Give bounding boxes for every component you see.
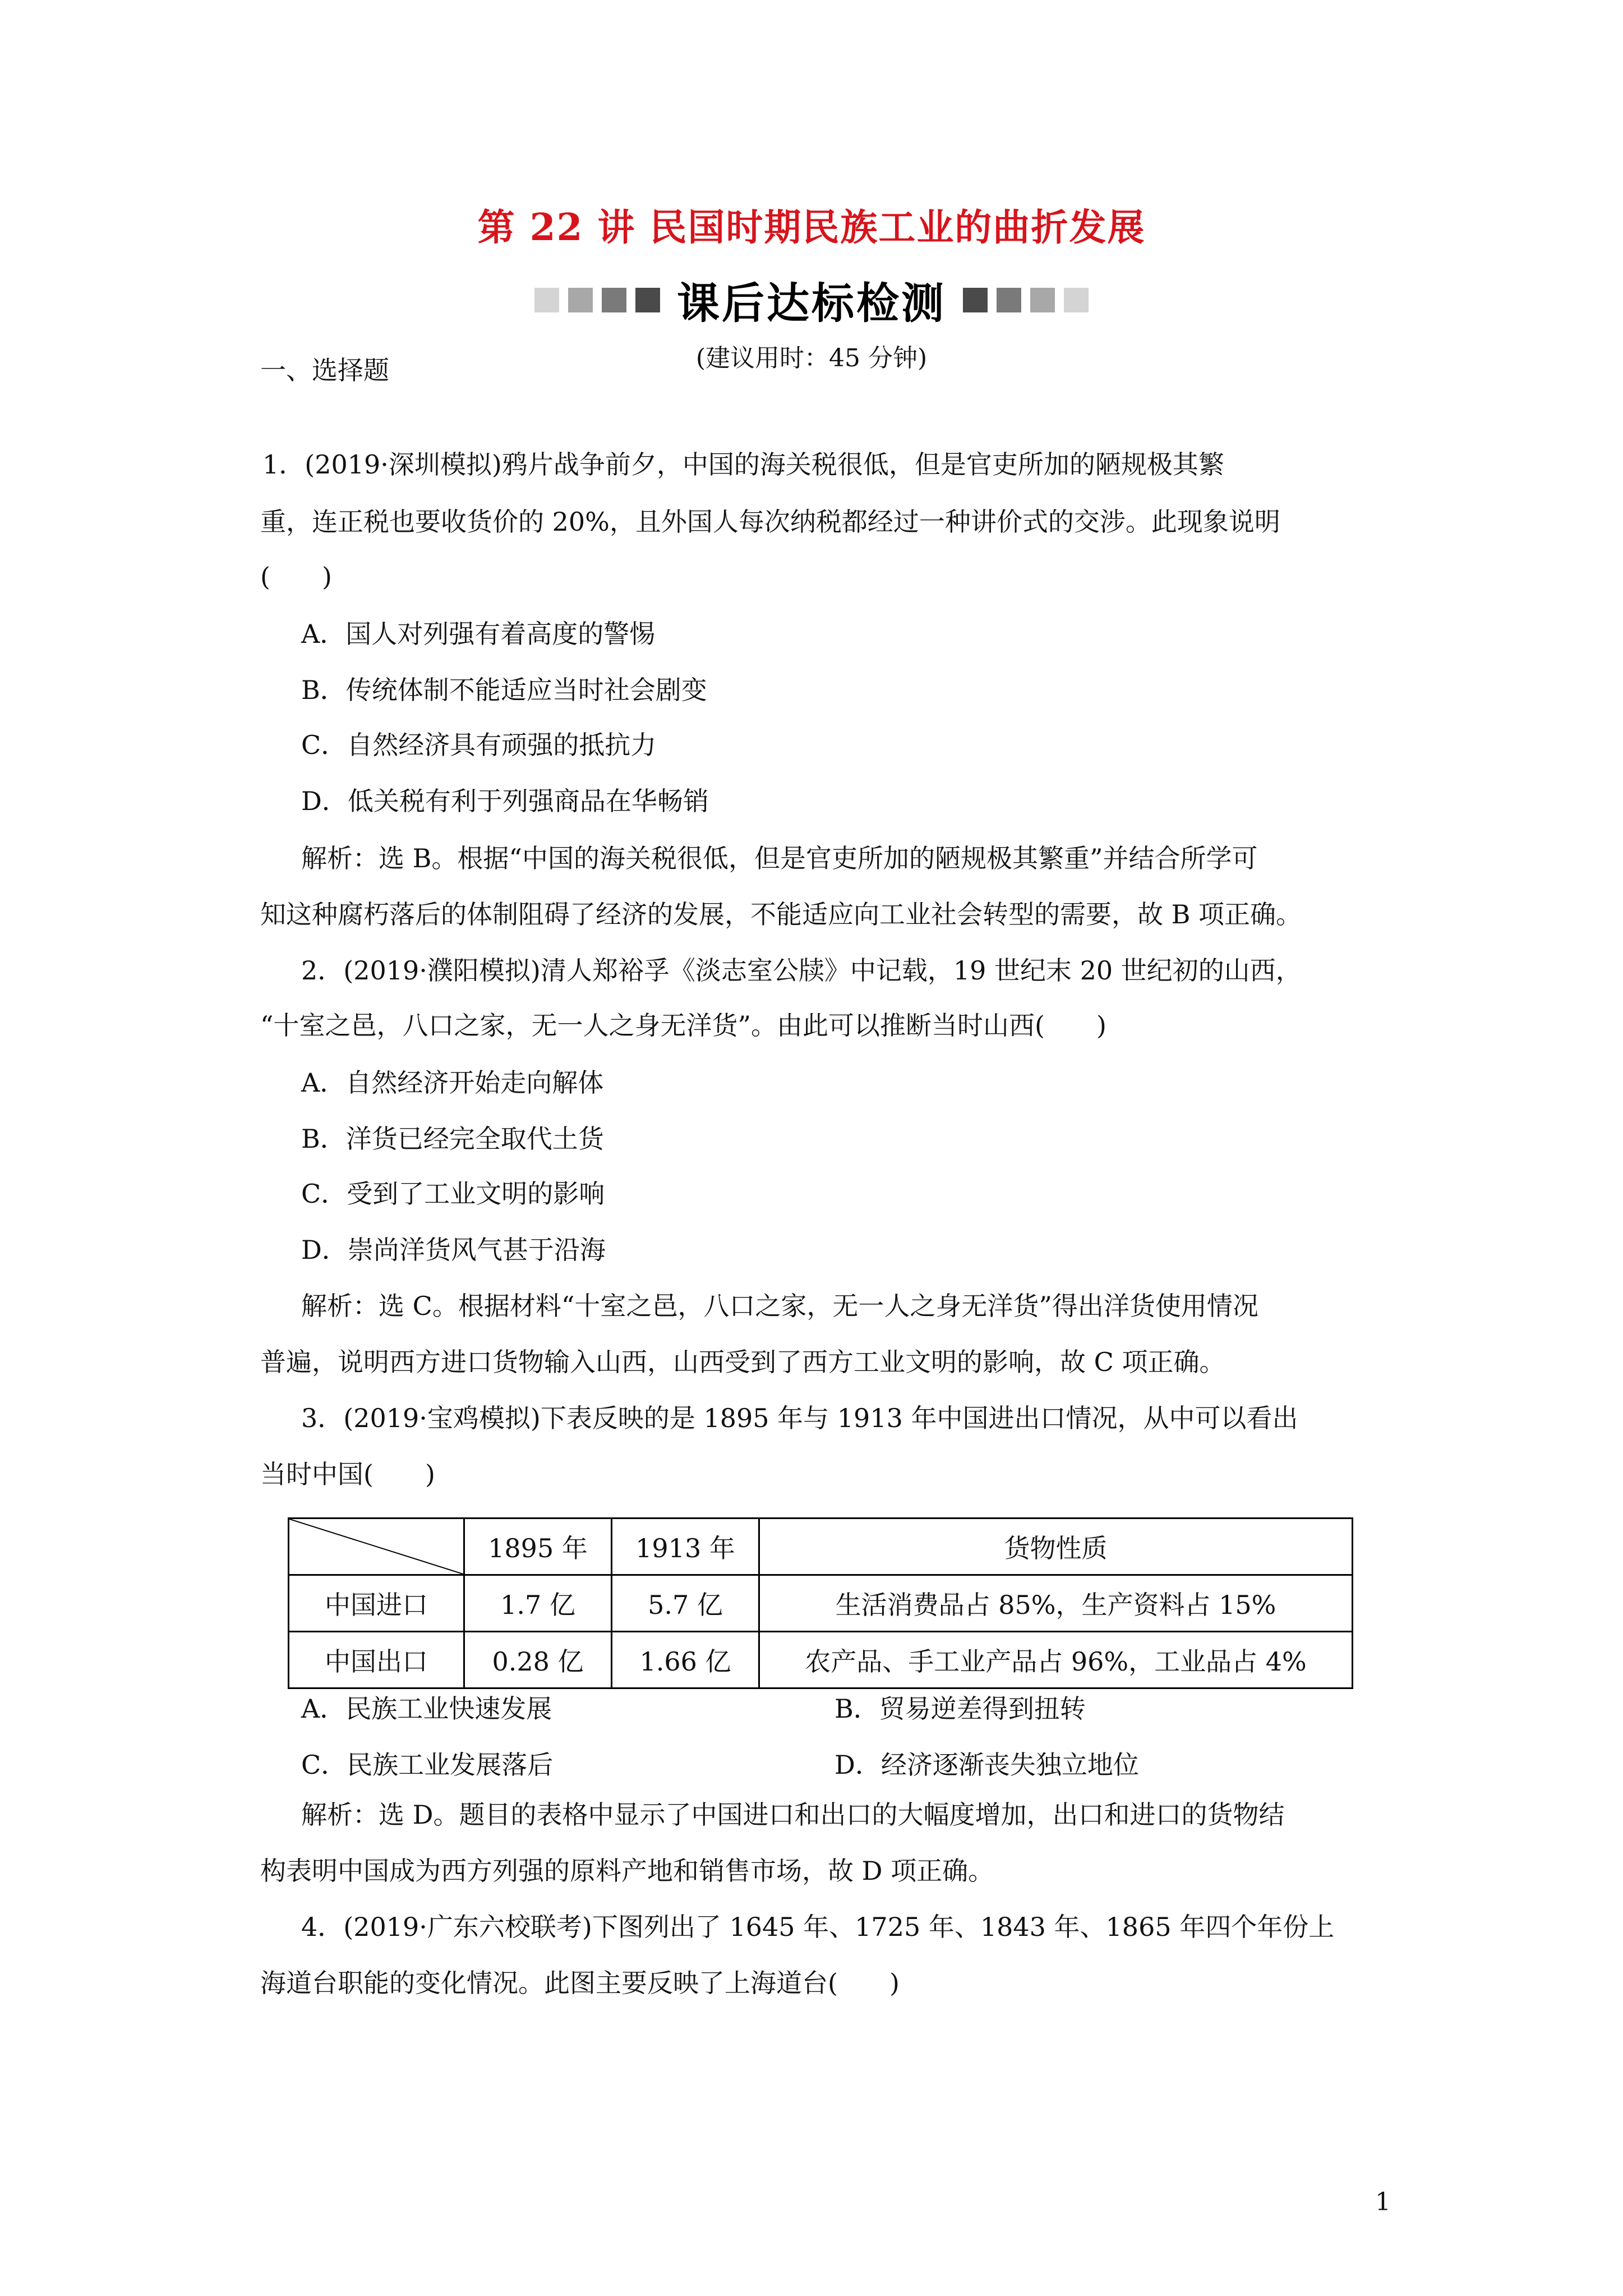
table-header-row	[289, 1519, 1353, 1575]
question-line: 当时中国( )	[260, 1459, 435, 1489]
question-line: 3．(2019·宝鸡模拟)下表反映的是 1895 年与 1913 年中国进出口情况，从中可以看出	[301, 1403, 1298, 1433]
lesson-title: 第 22 讲 民国时期民族工业的曲折发展	[477, 205, 1146, 249]
suggested-time: (建议用时：45 分钟)	[695, 344, 928, 372]
table-header: 货物性质	[759, 1519, 1353, 1575]
banner-square	[1030, 288, 1055, 312]
option-a: A．民族工业快速发展	[301, 1694, 552, 1724]
banner-square	[602, 288, 626, 312]
question-line: 海道台职能的变化情况。此图主要反映了上海道台( )	[260, 1968, 900, 1998]
page-number: 1	[1375, 2188, 1391, 2216]
table-cell: 农产品、手工业产品占 96%，工业品占 4%	[759, 1632, 1353, 1688]
table-cell: 中国出口	[289, 1632, 464, 1688]
question-line: 1．(2019·深圳模拟)鸦片战争前夕，中国的海关税很低，但是官吏所加的陋规极其繁	[262, 449, 1224, 480]
option-a: A．国人对列强有着高度的警惕	[301, 619, 656, 649]
analysis-line: 普遍，说明西方进口货物输入山西，山西受到了西方工业文明的影响，故 C 项正确。	[260, 1347, 1225, 1377]
analysis-line: 知这种腐朽落后的体制阻碍了经济的发展，不能适应向工业社会转型的需要，故 B 项正确。	[260, 899, 1302, 930]
analysis-line: 解析：选 D。题目的表格中显示了中国进口和出口的大幅度增加，出口和进口的货物结	[301, 1800, 1285, 1830]
banner-square	[568, 288, 593, 312]
table-row	[289, 1632, 1353, 1688]
section-banner	[0, 269, 1623, 330]
analysis-line: 解析：选 C。根据材料“十室之邑，八口之家，无一人之身无洋货”得出洋货使用情况	[301, 1291, 1258, 1321]
question-line: 重，连正税也要收货价的 20%，且外国人每次纳税都经过一种讲价式的交涉。此现象说明	[260, 507, 1280, 537]
table-cell: 生活消费品占 85%，生产资料占 15%	[759, 1575, 1353, 1632]
option-c: C．自然经济具有顽强的抵抗力	[301, 730, 657, 760]
option-d: D．崇尚洋货风气甚于沿海	[301, 1235, 606, 1265]
option-b: B．贸易逆差得到扭转	[834, 1694, 1086, 1724]
table-cell: 1.7 亿	[464, 1575, 612, 1632]
question-line: 4．(2019·广东六校联考)下图列出了 1645 年、1725 年、1843 年、1865 年四个年份上	[301, 1912, 1335, 1942]
table-cell: 0.28 亿	[464, 1632, 612, 1688]
option-d: D．低关税有利于列强商品在华畅销	[301, 786, 709, 816]
banner-square	[1064, 288, 1089, 312]
analysis-line: 解析：选 B。根据“中国的海关税很低，但是官吏所加的陋规极其繁重”并结合所学可	[301, 843, 1258, 873]
banner-square	[963, 288, 988, 312]
question-line: ( )	[260, 562, 332, 592]
option-c: C．民族工业发展落后	[301, 1750, 554, 1780]
question-line: “十室之邑，八口之家，无一人之身无洋货”。由此可以推断当时山西( )	[260, 1010, 1106, 1041]
trade-table	[288, 1517, 1353, 1689]
diagonal-header-cell	[289, 1519, 464, 1575]
table-header: 1913 年	[612, 1519, 759, 1575]
diagonal-line	[289, 1519, 463, 1574]
option-d: D．经济逐渐丧失独立地位	[834, 1750, 1139, 1780]
option-b: B．传统体制不能适应当时社会剧变	[301, 675, 707, 705]
option-c: C．受到了工业文明的影响	[301, 1179, 605, 1209]
table-cell: 中国进口	[289, 1575, 464, 1632]
analysis-line: 构表明中国成为西方列强的原料产地和销售市场，故 D 项正确。	[260, 1856, 994, 1886]
section-heading: 一、选择题	[260, 355, 389, 385]
banner-square	[997, 288, 1021, 312]
option-b: B．洋货已经完全取代土货	[301, 1124, 604, 1154]
table-cell: 1.66 亿	[612, 1632, 759, 1688]
table-row	[289, 1575, 1353, 1632]
table-cell: 5.7 亿	[612, 1575, 759, 1632]
banner-square	[534, 288, 559, 312]
banner-title: 课后达标检测	[677, 278, 946, 328]
table-header: 1895 年	[464, 1519, 612, 1575]
question-line: 2．(2019·濮阳模拟)清人郑裕孚《淡志室公牍》中记载，19 世纪末 20 世纪初的山西，	[301, 955, 1302, 986]
option-a: A．自然经济开始走向解体	[301, 1068, 604, 1098]
banner-square	[635, 288, 660, 312]
